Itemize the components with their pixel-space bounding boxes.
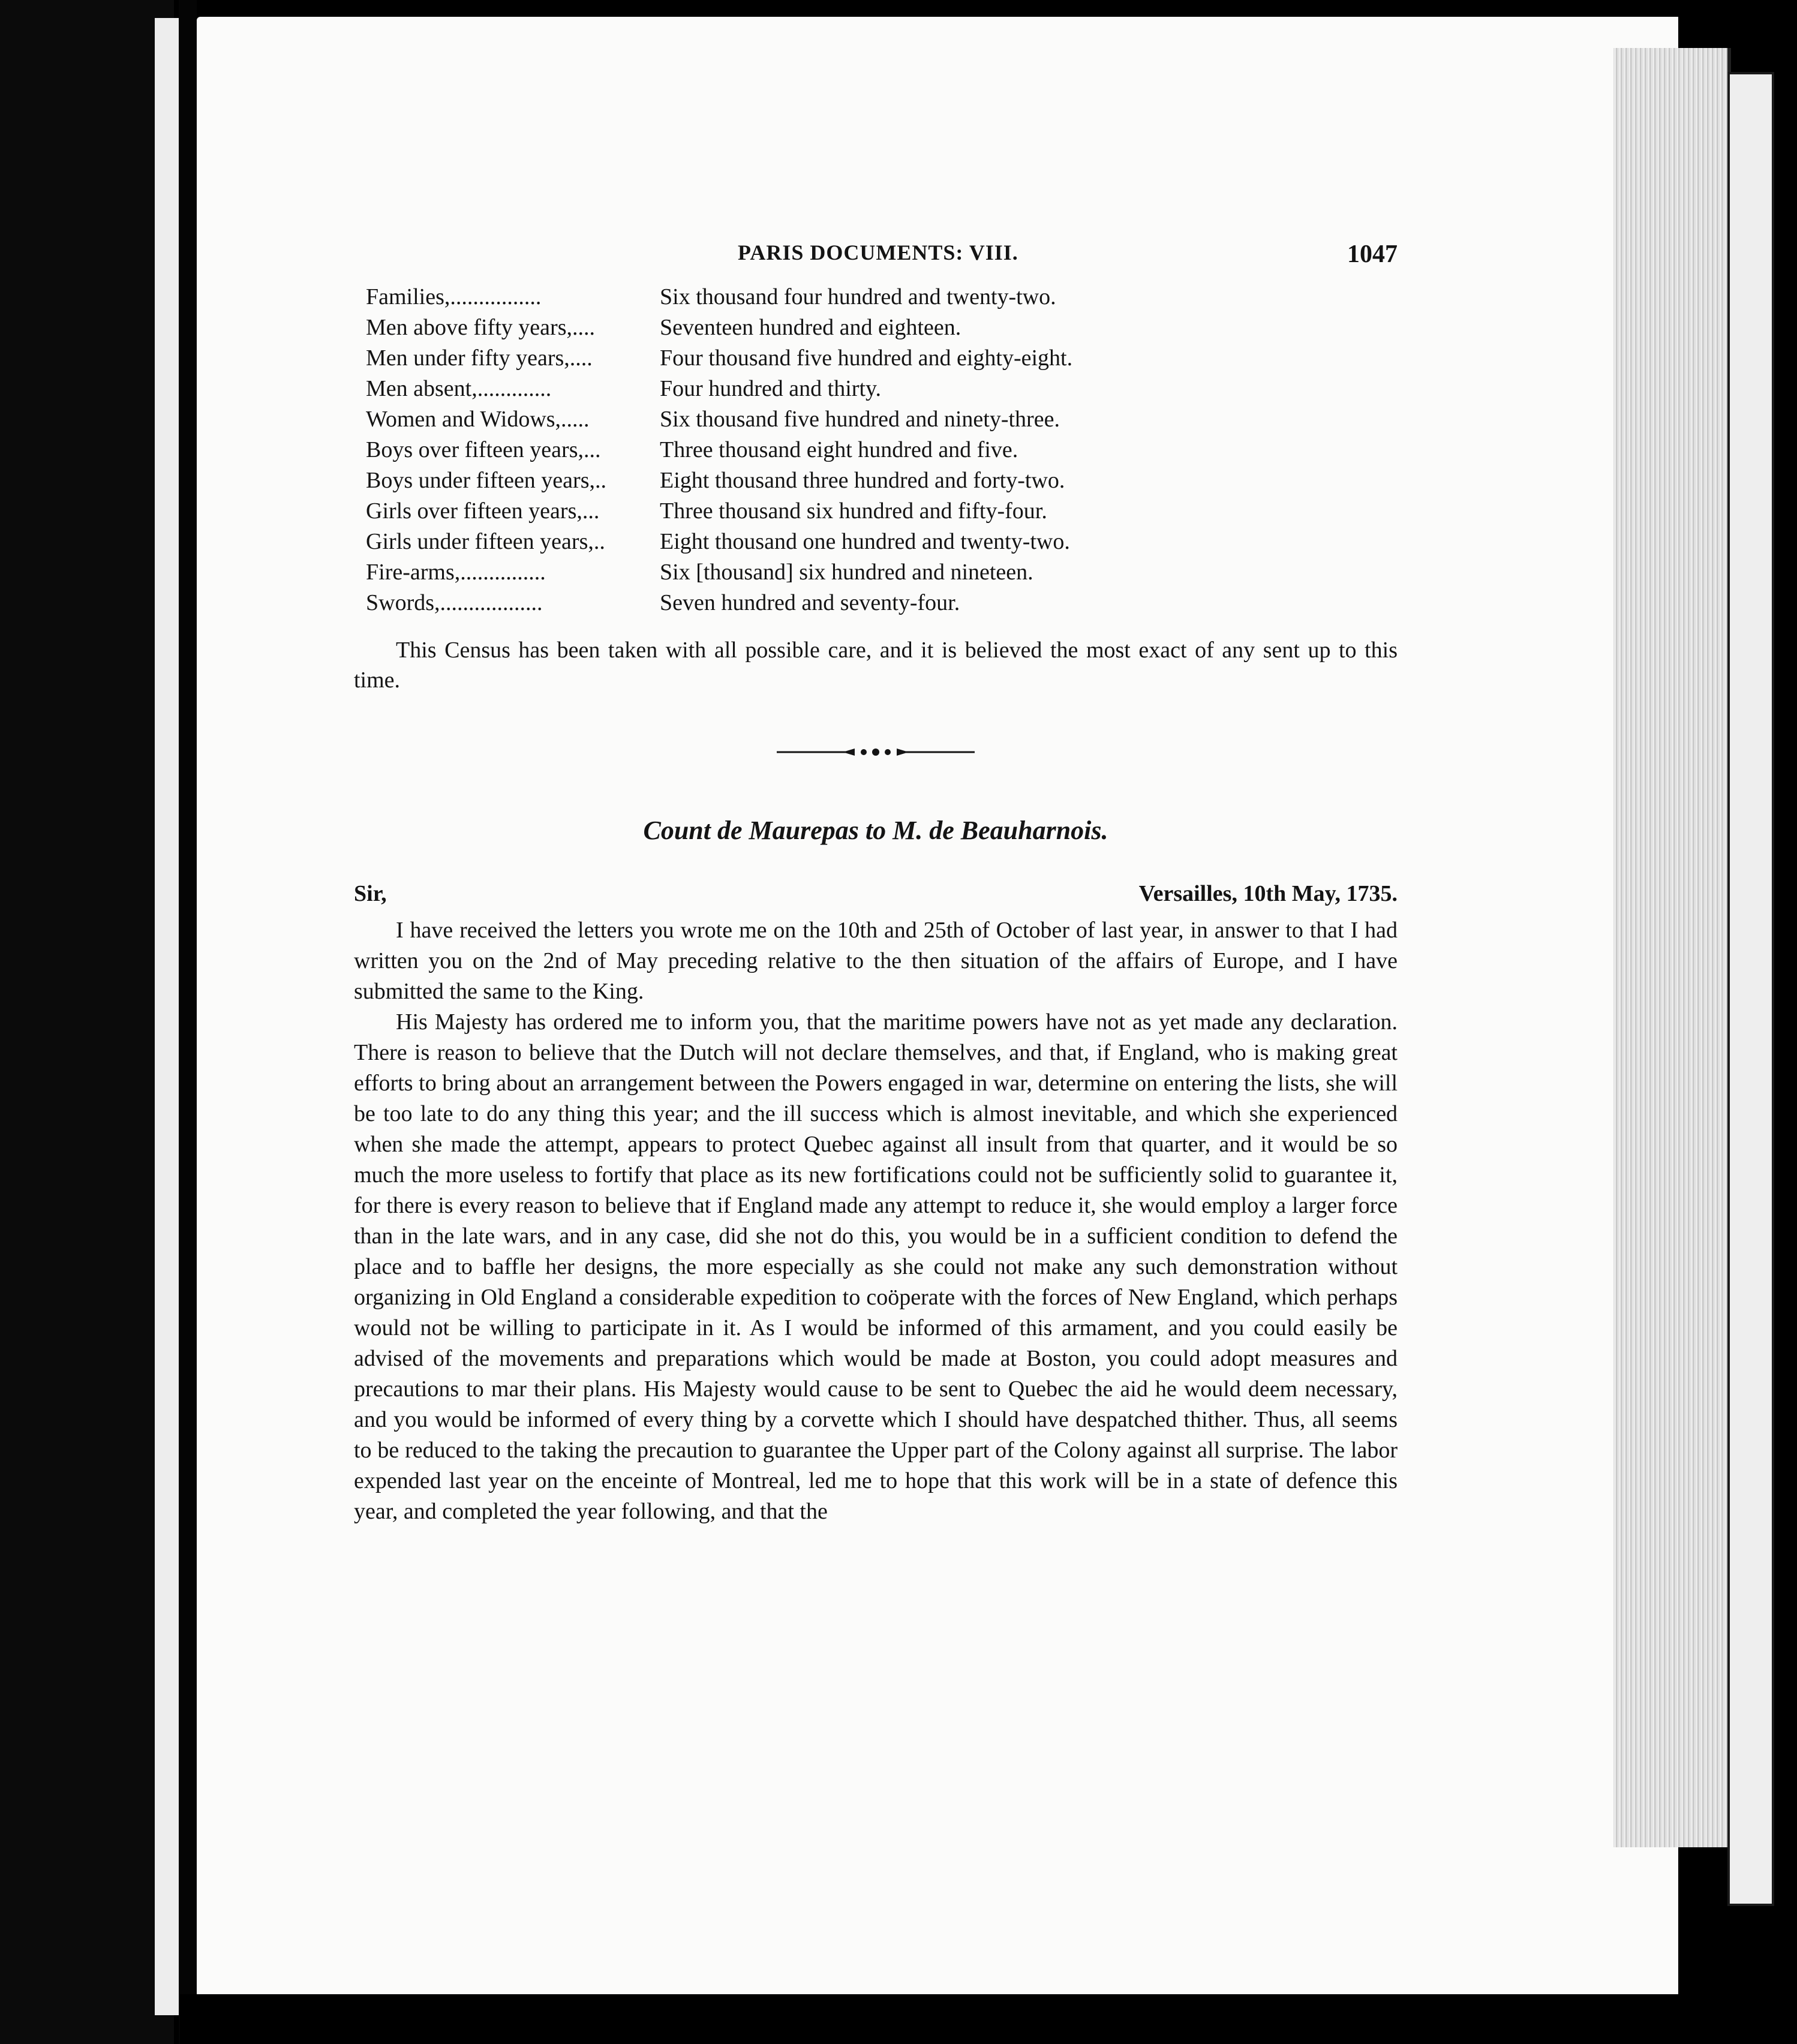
scan-border-left — [0, 0, 174, 2044]
letter-title: Count de Maurepas to M. de Beauharnois. — [643, 816, 1108, 845]
scan-border-bottom — [180, 1994, 1769, 2044]
census-value: Four hundred and thirty. — [660, 376, 882, 401]
census-row — [366, 588, 1398, 618]
census-label: Men under fifty years,.... — [366, 345, 593, 371]
census-label: Fire-arms,............... — [366, 560, 546, 585]
census-row — [366, 343, 1398, 374]
census-row — [366, 496, 1398, 527]
census-row — [366, 527, 1398, 557]
letter-paragraph: His Majesty has ordered me to inform you, that the maritime powers have not as yet made any declaration. There is reason to believe that the Dutch will not declare themselves, and that, if England, who is making great efforts to bring about an arrangement between the Powers engaged in war, determine on entering the lists, she will be too late to do any thing this year; and the ill success which is almost inevitable, and which she experienced when she made the attempt, appears to protect Quebec against all insult from that quarter, and it would be so much the more useless to fortify that place as its new fortifications could not be sufficiently solid to guarantee it, for there is every reason to believe that if England made any attempt to reduce it, she would employ a larger force than in the late wars, and in any case, did she not do this, you would be in a sufficient condition to defend the place and to baffle her designs, the more especially as she could not make any such demonstration without organizing in Old England a considerable expedition to coöperate with the forces of New England, which perhaps would not be willing to participate in it. As I would be informed of this armament, and you could easily be advised of the movements and preparations which would be made at Boston, you could adopt measures and precautions to mar their plans. His Majesty would cause to be sent to Quebec the aid he would deem necessary, and you would be informed of every thing by a corvette which I should have despatched thither. Thus, all seems to be reduced to the taking the precaution to guarantee the Upper part of the Colony against all surprise. The labor expended last year on the enceinte of Montreal, led me to hope that this work will be in a state of defence this year, and completed the year following, and that the — [354, 1009, 1398, 1524]
census-label: Women and Widows,..... — [366, 407, 590, 432]
census-label: Boys over fifteen years,... — [366, 437, 601, 462]
census-label: Families,................ — [366, 284, 542, 309]
census-value: Three thousand eight hundred and five. — [660, 437, 1018, 462]
running-head — [354, 240, 1398, 282]
census-value: Four thousand five hundred and eighty-eight. — [660, 345, 1073, 371]
dateline: Versailles, 10th May, 1735. — [1138, 881, 1398, 906]
census-row — [366, 404, 1398, 435]
salutation: Sir, — [354, 881, 387, 906]
census-value: Eight thousand three hundred and forty-two. — [660, 468, 1065, 493]
census-row — [366, 465, 1398, 496]
census-row — [366, 312, 1398, 343]
book-gutter — [179, 0, 197, 2044]
letter-paragraph: I have received the letters you wrote me on the 10th and 25th of October of last year, in answer to that I had written you on the 2nd of May preceding relative to the then situation of the affairs of Europe, and I have submitted the same to the King. — [354, 918, 1398, 1004]
running-title: PARIS DOCUMENTS: VIII. — [738, 241, 1018, 264]
census-value: Seven hundred and seventy-four. — [660, 590, 960, 615]
ornamental-divider — [777, 743, 975, 761]
census-label: Girls over fifteen years,... — [366, 498, 600, 524]
census-value: Seventeen hundred and eighteen. — [660, 315, 961, 340]
census-value: Six thousand four hundred and twenty-two. — [660, 284, 1056, 309]
census-label: Men above fifty years,.... — [366, 315, 595, 340]
census-label: Swords,.................. — [366, 590, 543, 615]
census-note: This Census has been taken with all possible care, and it is believed the most exact of any sent up to this time. — [354, 638, 1398, 693]
census-label: Men absent,............. — [366, 376, 552, 401]
census-value: Six thousand five hundred and ninety-three. — [660, 407, 1060, 432]
letter-body — [354, 915, 1398, 1527]
census-table — [366, 282, 1398, 618]
census-value: Eight thousand one hundred and twenty-two. — [660, 529, 1070, 554]
census-label: Girls under fifteen years,.. — [366, 529, 605, 554]
census-value: Three thousand six hundred and fifty-four. — [660, 498, 1047, 524]
census-label: Boys under fifteen years,.. — [366, 468, 606, 493]
census-row — [366, 557, 1398, 588]
facing-page-edge — [155, 18, 179, 2015]
census-value: Six [thousand] six hundred and nineteen. — [660, 560, 1033, 585]
census-row — [366, 282, 1398, 312]
salutation-row — [354, 880, 1398, 907]
back-cover-edge — [1727, 72, 1774, 1906]
census-row — [366, 374, 1398, 404]
page-content — [354, 240, 1398, 1527]
page-number: 1047 — [1347, 241, 1398, 268]
census-row — [366, 435, 1398, 465]
page-block-edges — [1613, 48, 1731, 1847]
